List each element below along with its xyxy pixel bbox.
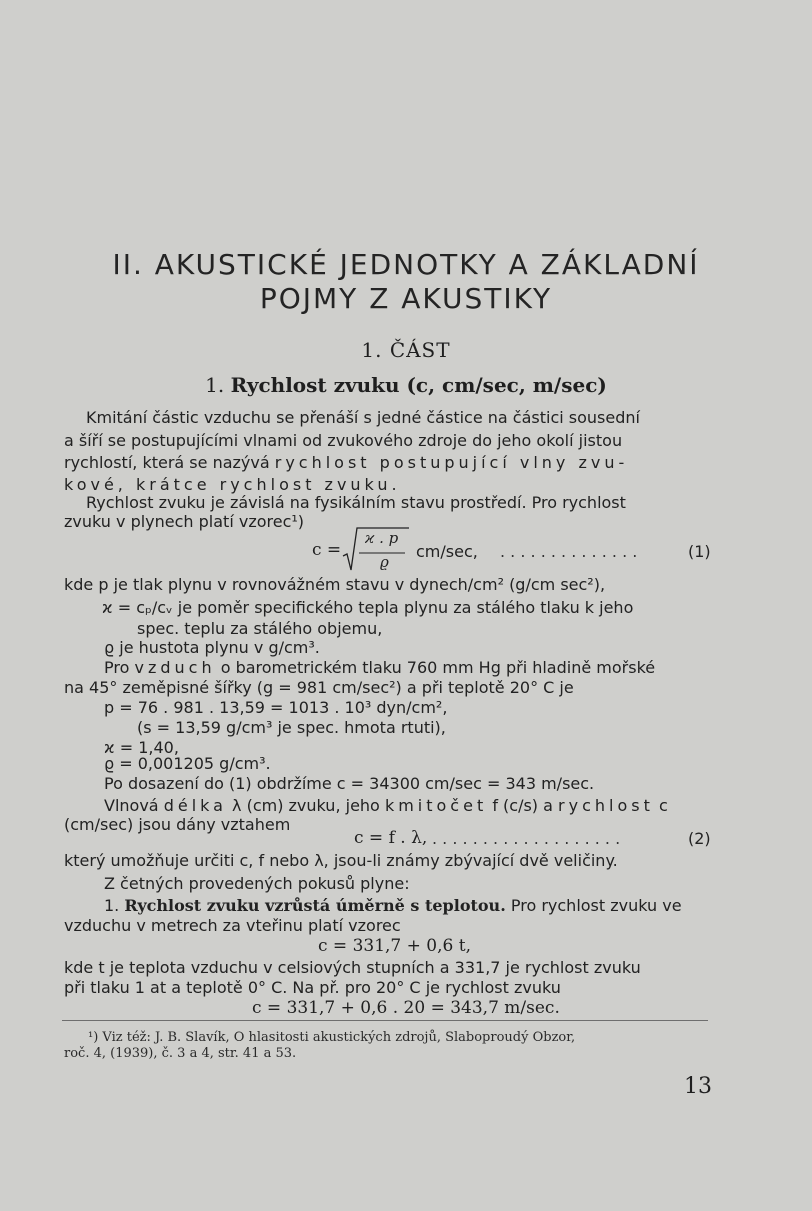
definition-kappa-cont: spec. teplu za stálého objemu, — [137, 619, 383, 638]
para2-line1: Rychlost zvuku je závislá na fysikálním stavu prostředí. Pro rychlost — [86, 493, 626, 512]
value-kappa: ϰ = 1,40, — [104, 738, 179, 757]
formula2-expression: c = f . λ, — [354, 828, 428, 848]
para5-delka: délka — [163, 796, 227, 815]
formula1-number: (1) — [688, 542, 711, 561]
para8-number: 1. — [104, 896, 120, 915]
para5-rychlost: rychlost — [558, 796, 654, 815]
formula1-numerator: ϰ . p — [365, 529, 399, 547]
para6: který umožňuje určiti c, f nebo λ, jsou-li známy zbývající dvě veličiny. — [64, 851, 618, 870]
para5-c: c — [658, 796, 668, 815]
para8-text: Pro rychlost zvuku ve — [510, 896, 682, 915]
para8-law: Rychlost zvuku vzrůstá úměrně s teplotou. — [124, 896, 506, 915]
formula2-number: (2) — [688, 829, 711, 848]
para3-rest: o barometrickém tlaku 760 mm Hg při hladině mořské — [220, 658, 656, 677]
definition-kappa: ϰ = cₚ/cᵥ je poměr specifického tepla plynu za stálého tlaku k jeho — [102, 598, 634, 617]
para5-line1 — [104, 796, 668, 815]
para9-line2: při tlaku 1 at a teplotě 0° C. Na př. pro 20° C je rychlost zvuku — [64, 978, 561, 997]
formula3: c = 331,7 + 0,6 t, — [318, 936, 471, 956]
chapter-title-line-2: POJMY Z AKUSTIKY — [259, 282, 553, 315]
footnote-divider — [62, 1020, 708, 1021]
para5-line2: (cm/sec) jsou dány vztahem — [64, 815, 291, 834]
definition-rho: ϱ je hustota plynu v g/cm³. — [104, 638, 320, 657]
para3-vzduch: vzduch — [134, 658, 216, 677]
formula4: c = 331,7 + 0,6 . 20 = 343,7 m/sec. — [252, 998, 560, 1018]
para5-text2: f (c/s) a — [492, 796, 553, 815]
para3-pro: Pro — [104, 658, 130, 677]
formula1-unit: cm/sec, — [416, 542, 478, 561]
chapter-title-line-1: II. AKUSTICKÉ JEDNOTKY A ZÁKLADNÍ — [112, 248, 700, 281]
part-heading: 1. ČÁST — [361, 338, 451, 362]
para1-line3 — [64, 453, 628, 472]
para1-line4 — [64, 475, 401, 494]
para5-vlnova: Vlnová — [104, 796, 159, 815]
definition-p: kde p je tlak plynu v rovnovážném stavu v dynech/cm² (g/cm sec²), — [64, 575, 606, 594]
para3-line1 — [104, 658, 655, 677]
value-mercury: (s = 13,59 g/cm³ je spec. hmota rtuti), — [137, 718, 446, 737]
para1-line4-a: kové, — [64, 475, 127, 494]
para5-text1: λ (cm) zvuku, jeho — [232, 796, 380, 815]
para1-line2: a šíří se postupujícími vlnami od zvukového zdroje do jeho okolí jistou — [64, 431, 623, 450]
para1-line3-text: rychlostí, která se nazývá — [64, 453, 270, 472]
section-title: Rychlost zvuku (c, cm/sec, m/sec) — [230, 373, 607, 397]
para5-kmitocet: kmitočet — [384, 796, 488, 815]
footnote-line1: ¹) Viz též: J. B. Slavík, O hlasitosti akustických zdrojů, Slaboproudý Obzor, — [88, 1030, 576, 1045]
formula1-lhs: c = — [312, 540, 342, 560]
para1-term-spaced: rychlost postupující vlny zvu- — [274, 453, 629, 472]
section-heading — [0, 373, 812, 397]
para4: Po dosazení do (1) obdržíme c = 34300 cm/sec = 343 m/sec. — [104, 774, 595, 793]
para7: Z četných provedených pokusů plyne: — [104, 874, 410, 893]
para8-line2: vzduchu v metrech za vteřinu platí vzorec — [64, 916, 401, 935]
value-pressure: p = 76 . 981 . 13,59 = 1013 . 10³ dyn/cm², — [104, 698, 448, 717]
formula1-denominator: ϱ — [380, 553, 389, 571]
footnote-line2: roč. 4, (1939), č. 3 a 4, str. 41 a 53. — [64, 1046, 297, 1061]
formula2-leader-dots: . . . . . . . . . . . . . . . . . . . — [432, 829, 621, 848]
para2-line2: zvuku v plynech platí vzorec¹) — [64, 512, 305, 531]
para9-line1: kde t je teplota vzduchu v celsiových stupních a 331,7 je rychlost zvuku — [64, 958, 641, 977]
formula1-leader-dots: . . . . . . . . . . . . . . — [500, 542, 638, 561]
section-number: 1. — [205, 373, 225, 397]
value-density: ϱ = 0,001205 g/cm³. — [104, 754, 271, 773]
page-number: 13 — [684, 1074, 712, 1099]
para1-line1: Kmitání částic vzduchu se přenáší s jedné částice na částici sousední — [86, 408, 640, 427]
para3-line2: na 45° zeměpisné šířky (g = 981 cm/sec²) a při teplotě 20° C je — [64, 678, 574, 697]
para8-line1 — [104, 896, 682, 915]
para1-line4-b: krátce rychlost zvuku. — [135, 475, 401, 494]
